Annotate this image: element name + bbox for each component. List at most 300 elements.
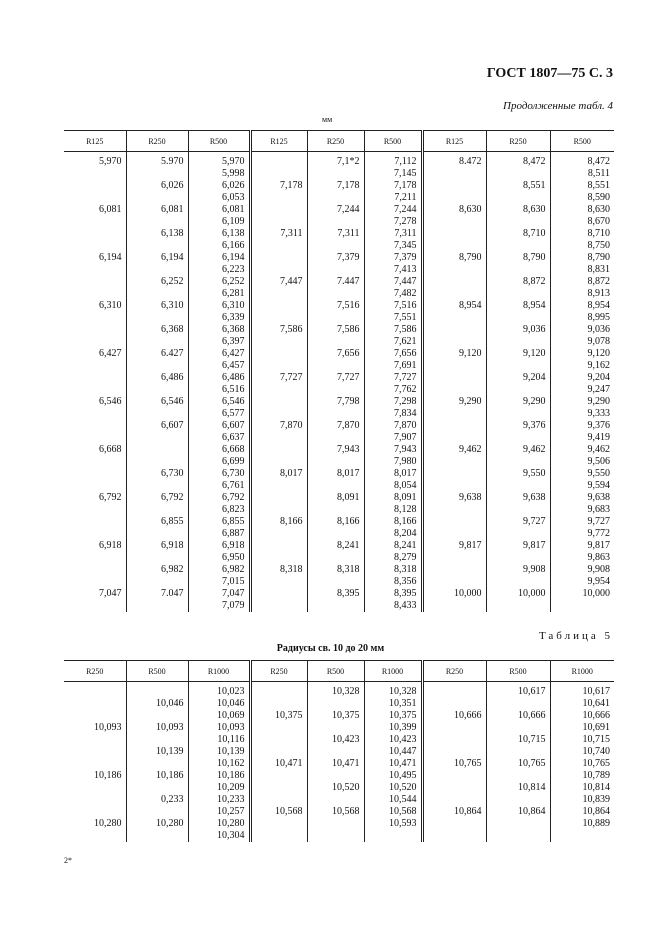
- table4-continuation-label: Продолженные табл. 4: [503, 100, 613, 112]
- table-cell: 6,281: [188, 288, 250, 300]
- table-row: [64, 312, 614, 324]
- table-cell: 10,162: [188, 758, 250, 770]
- table-cell: [422, 504, 486, 516]
- table-cell: [422, 830, 486, 842]
- table-cell: [126, 456, 188, 468]
- table-row: [64, 360, 614, 372]
- table-cell: 6,081: [188, 204, 250, 216]
- table-cell: 8,954: [422, 300, 486, 312]
- table-cell: [126, 432, 188, 444]
- table-cell: [307, 830, 364, 842]
- table-cell: 6,982: [188, 564, 250, 576]
- table-cell: [486, 360, 550, 372]
- table-cell: 8,954: [550, 300, 614, 312]
- table-cell: 9,594: [550, 480, 614, 492]
- table-cell: [422, 682, 486, 699]
- table-cell: [64, 168, 126, 180]
- table-cell: 9,727: [486, 516, 550, 528]
- table-row: [64, 830, 614, 842]
- table-cell: [307, 192, 364, 204]
- table-cell: [422, 312, 486, 324]
- table-cell: [250, 432, 307, 444]
- table-row: [64, 288, 614, 300]
- table-cell: [64, 576, 126, 588]
- table-cell: [486, 384, 550, 396]
- table-cell: 10,568: [307, 806, 364, 818]
- table-cell: 9,120: [486, 348, 550, 360]
- table-cell: 10,209: [188, 782, 250, 794]
- table-cell: 6,887: [188, 528, 250, 540]
- table5: [64, 660, 614, 842]
- table-row: [64, 734, 614, 746]
- table-cell: 10,520: [364, 782, 422, 794]
- table-cell: 9,290: [486, 396, 550, 408]
- table-cell: 10,116: [188, 734, 250, 746]
- table-cell: 10,375: [307, 710, 364, 722]
- table-cell: 6,194: [126, 252, 188, 264]
- table-cell: 10,447: [364, 746, 422, 758]
- table-cell: 6,194: [188, 252, 250, 264]
- table-cell: 10,666: [486, 710, 550, 722]
- table-cell: 8,241: [307, 540, 364, 552]
- table-cell: [422, 782, 486, 794]
- table-cell: 10,375: [250, 710, 307, 722]
- table-cell: 10,691: [550, 722, 614, 734]
- table-cell: 6,855: [188, 516, 250, 528]
- table-cell: 10,399: [364, 722, 422, 734]
- table-cell: 9,462: [486, 444, 550, 456]
- table-cell: [486, 312, 550, 324]
- table-cell: 9,376: [550, 420, 614, 432]
- table-cell: 10,139: [126, 746, 188, 758]
- table-row: [64, 408, 614, 420]
- table-cell: 6,546: [188, 396, 250, 408]
- table-cell: [486, 504, 550, 516]
- table-cell: 0,233: [126, 794, 188, 806]
- table-cell: 10,186: [94, 770, 122, 781]
- table-cell: [126, 734, 188, 746]
- table-cell: 7,516: [364, 300, 422, 312]
- table-cell: [486, 240, 550, 252]
- table-cell: 9,550: [550, 468, 614, 480]
- table-row: [64, 588, 614, 600]
- table-cell: 10,864: [422, 806, 486, 818]
- table-cell: [126, 168, 188, 180]
- table-cell: 7,345: [364, 240, 422, 252]
- table-cell: 8,472: [550, 152, 614, 169]
- table-cell: [307, 746, 364, 758]
- table-cell: [250, 360, 307, 372]
- table-cell: 9,036: [486, 324, 550, 336]
- table-row: [64, 456, 614, 468]
- table-row: [64, 682, 614, 699]
- table-cell: [486, 552, 550, 564]
- table-cell: [422, 240, 486, 252]
- table-cell: 10,617: [550, 682, 614, 699]
- table-cell: [64, 746, 126, 758]
- table-cell: 8,630: [486, 204, 550, 216]
- table-cell: 9,908: [550, 564, 614, 576]
- table-cell: [307, 456, 364, 468]
- table-cell: 8,750: [550, 240, 614, 252]
- table-cell: [64, 734, 126, 746]
- table-cell: [250, 588, 307, 600]
- table-cell: 7,298: [364, 396, 422, 408]
- table-cell: [307, 576, 364, 588]
- table-cell: 7,379: [307, 252, 364, 264]
- table-cell: 6,138: [188, 228, 250, 240]
- table-cell: 10,233: [188, 794, 250, 806]
- table-cell: 8,913: [550, 288, 614, 300]
- table-cell: 6,918: [99, 540, 122, 551]
- table-cell: 9,954: [550, 576, 614, 588]
- table-cell: [250, 746, 307, 758]
- table-cell: [422, 576, 486, 588]
- column-header: R1000: [364, 661, 422, 682]
- table-cell: [126, 444, 188, 456]
- table-cell: [422, 420, 486, 432]
- table-cell: [422, 746, 486, 758]
- table-cell: [250, 300, 307, 312]
- table-cell: [486, 456, 550, 468]
- table-cell: [422, 770, 486, 782]
- table-row: [64, 480, 614, 492]
- table-cell: [307, 408, 364, 420]
- table-row: [64, 228, 614, 240]
- table-cell: [64, 480, 126, 492]
- table-cell: 5,970: [188, 152, 250, 169]
- table-cell: 6.427: [126, 348, 188, 360]
- table-cell: 10,423: [364, 734, 422, 746]
- table4-unit-label: мм: [322, 115, 333, 124]
- table-row: [64, 384, 614, 396]
- column-header: R1000: [550, 661, 614, 682]
- table-cell: 10,641: [550, 698, 614, 710]
- table-cell: [422, 818, 486, 830]
- table-cell: [422, 168, 486, 180]
- table-cell: [250, 528, 307, 540]
- table-cell: 6,546: [126, 396, 188, 408]
- table-cell: 7,211: [364, 192, 422, 204]
- table-cell: 10,046: [188, 698, 250, 710]
- table-cell: [486, 746, 550, 758]
- table-cell: [422, 372, 486, 384]
- table-cell: [250, 492, 307, 504]
- table-row: [64, 252, 614, 264]
- table-cell: 8,551: [550, 180, 614, 192]
- table-cell: [64, 276, 126, 288]
- column-header: R500: [364, 131, 422, 152]
- table-cell: 6,546: [99, 396, 122, 407]
- table-cell: [486, 480, 550, 492]
- table-row: [64, 564, 614, 576]
- table-cell: 10,139: [188, 746, 250, 758]
- table-cell: 5.970: [126, 152, 188, 169]
- table-cell: [422, 180, 486, 192]
- table-cell: 10,093: [188, 722, 250, 734]
- table-row: [64, 540, 614, 552]
- table-cell: [126, 830, 188, 842]
- table-cell: [250, 312, 307, 324]
- table-cell: [250, 288, 307, 300]
- table-cell: [307, 480, 364, 492]
- table-cell: 8,356: [364, 576, 422, 588]
- column-header: R250: [307, 131, 364, 152]
- table-row: [64, 348, 614, 360]
- table-cell: 6,823: [188, 504, 250, 516]
- table-cell: [550, 600, 614, 612]
- table-cell: [126, 360, 188, 372]
- table-row: [64, 240, 614, 252]
- table-cell: 10,328: [364, 682, 422, 699]
- table-cell: 10,740: [550, 746, 614, 758]
- table-cell: [126, 312, 188, 324]
- table-cell: [250, 830, 307, 842]
- table-cell: [250, 782, 307, 794]
- table-cell: 9,290: [422, 396, 486, 408]
- table-cell: 10,280: [94, 818, 122, 829]
- table-cell: 6,252: [188, 276, 250, 288]
- table-cell: 8,710: [550, 228, 614, 240]
- table-cell: [250, 396, 307, 408]
- table-cell: [307, 600, 364, 612]
- table-cell: [126, 806, 188, 818]
- table-cell: [486, 216, 550, 228]
- table-cell: [486, 192, 550, 204]
- column-header: R250: [126, 131, 188, 152]
- table-cell: 9,204: [486, 372, 550, 384]
- table-cell: [307, 240, 364, 252]
- table-cell: 8,166: [250, 516, 307, 528]
- table-cell: [250, 818, 307, 830]
- table-cell: [250, 734, 307, 746]
- table-cell: 6,194: [99, 252, 122, 263]
- column-header: R500: [126, 661, 188, 682]
- table-cell: 7,516: [307, 300, 364, 312]
- table-cell: [64, 408, 126, 420]
- table-row: [64, 444, 614, 456]
- table-cell: [250, 682, 307, 699]
- table-cell: 8,241: [364, 540, 422, 552]
- table-cell: [486, 794, 550, 806]
- table-row: [64, 818, 614, 830]
- table-cell: 6,310: [188, 300, 250, 312]
- table-cell: 8,017: [250, 468, 307, 480]
- table-cell: 10,257: [188, 806, 250, 818]
- table-cell: 7,311: [364, 228, 422, 240]
- table-cell: 10,617: [486, 682, 550, 699]
- table-cell: [422, 722, 486, 734]
- table-cell: [250, 722, 307, 734]
- table-cell: 6,368: [126, 324, 188, 336]
- table-cell: 10,520: [307, 782, 364, 794]
- table-cell: 10,186: [188, 770, 250, 782]
- table-cell: 10,666: [422, 710, 486, 722]
- table-cell: 10,093: [94, 722, 122, 733]
- table-cell: 9,247: [550, 384, 614, 396]
- table-row: [64, 264, 614, 276]
- table-cell: 9,638: [486, 492, 550, 504]
- table-cell: [64, 528, 126, 540]
- table-cell: [307, 216, 364, 228]
- table-cell: 6,109: [188, 216, 250, 228]
- table-row: [64, 168, 614, 180]
- table-row: [64, 468, 614, 480]
- table-cell: 6,223: [188, 264, 250, 276]
- table-cell: 7,943: [364, 444, 422, 456]
- table4: [64, 130, 614, 612]
- table-cell: 6,026: [188, 180, 250, 192]
- table-cell: 10,666: [550, 710, 614, 722]
- table-cell: [422, 528, 486, 540]
- table-cell: 10,471: [250, 758, 307, 770]
- table-cell: [422, 192, 486, 204]
- table-cell: 9,462: [422, 444, 486, 456]
- table-cell: 6,310: [99, 300, 122, 311]
- table-cell: [307, 528, 364, 540]
- table-cell: 8,630: [550, 204, 614, 216]
- table5-title: Радиусы св. 10 до 20 мм: [276, 643, 385, 654]
- table-row: [64, 576, 614, 588]
- table-cell: [250, 576, 307, 588]
- column-header: R125: [422, 131, 486, 152]
- table-cell: [126, 264, 188, 276]
- table-cell: [250, 216, 307, 228]
- table-cell: [486, 264, 550, 276]
- table-cell: [250, 192, 307, 204]
- table-cell: [486, 770, 550, 782]
- table-cell: [126, 384, 188, 396]
- table-cell: 6,792: [126, 492, 188, 504]
- table-cell: [422, 276, 486, 288]
- table-cell: [422, 516, 486, 528]
- table-cell: 9,120: [550, 348, 614, 360]
- table-row: [64, 504, 614, 516]
- table-cell: [307, 264, 364, 276]
- table-cell: 10,471: [307, 758, 364, 770]
- table-cell: 6,166: [188, 240, 250, 252]
- table-cell: [64, 372, 126, 384]
- table-cell: 10,351: [364, 698, 422, 710]
- table-cell: 10,280: [188, 818, 250, 830]
- table-cell: 8,128: [364, 504, 422, 516]
- table-row: [64, 516, 614, 528]
- table-cell: 7,586: [364, 324, 422, 336]
- table-cell: 6,339: [188, 312, 250, 324]
- table-cell: [486, 576, 550, 588]
- table-cell: [250, 698, 307, 710]
- table-cell: [422, 264, 486, 276]
- table-cell: 8,995: [550, 312, 614, 324]
- table-cell: 10,069: [188, 710, 250, 722]
- table-cell: 8,954: [486, 300, 550, 312]
- table-row: [64, 758, 614, 770]
- table-cell: [307, 360, 364, 372]
- table-cell: 6,053: [188, 192, 250, 204]
- table-cell: 9,204: [550, 372, 614, 384]
- table-cell: [64, 264, 126, 276]
- table-cell: 8,204: [364, 528, 422, 540]
- table-cell: 6,730: [126, 468, 188, 480]
- table-cell: [422, 432, 486, 444]
- table-cell: 7,980: [364, 456, 422, 468]
- table-cell: 7,870: [307, 420, 364, 432]
- table-cell: [250, 552, 307, 564]
- table-cell: [64, 420, 126, 432]
- table-cell: [64, 384, 126, 396]
- table-cell: 7,311: [307, 228, 364, 240]
- table-cell: 7.447: [307, 276, 364, 288]
- table-cell: [486, 818, 550, 830]
- table-cell: 8,318: [250, 564, 307, 576]
- table-cell: [64, 288, 126, 300]
- table-cell: 10,280: [126, 818, 188, 830]
- table-cell: 8,433: [364, 600, 422, 612]
- table-row: [64, 372, 614, 384]
- table-cell: [422, 324, 486, 336]
- table-cell: [64, 192, 126, 204]
- table-cell: [486, 722, 550, 734]
- table-cell: [307, 818, 364, 830]
- table-cell: 6,668: [99, 444, 122, 455]
- table-cell: 6,577: [188, 408, 250, 420]
- table-cell: [64, 180, 126, 192]
- table-cell: 6,982: [126, 564, 188, 576]
- table-cell: 6,607: [126, 420, 188, 432]
- table-cell: [307, 336, 364, 348]
- table-cell: 8,017: [307, 468, 364, 480]
- table-cell: [250, 770, 307, 782]
- column-header: R250: [422, 661, 486, 682]
- column-header: R500: [486, 661, 550, 682]
- table-cell: [64, 710, 126, 722]
- table-cell: 10,765: [550, 758, 614, 770]
- table-cell: [126, 552, 188, 564]
- table-cell: 10,889: [550, 818, 614, 830]
- table-row: [64, 324, 614, 336]
- table-cell: [250, 456, 307, 468]
- table-cell: [126, 682, 188, 699]
- table-cell: 7,145: [364, 168, 422, 180]
- table-cell: [307, 794, 364, 806]
- table-cell: [422, 564, 486, 576]
- table-cell: 8,091: [307, 492, 364, 504]
- table-cell: 8,790: [486, 252, 550, 264]
- table-cell: [64, 698, 126, 710]
- table-cell: 5,970: [99, 156, 122, 167]
- table-cell: 7,762: [364, 384, 422, 396]
- table-cell: 8,790: [550, 252, 614, 264]
- table-cell: 9,162: [550, 360, 614, 372]
- table-cell: [307, 722, 364, 734]
- column-header: R250: [486, 131, 550, 152]
- table-cell: 8,872: [486, 276, 550, 288]
- table-cell: [126, 710, 188, 722]
- table-cell: [250, 264, 307, 276]
- table-cell: 9,333: [550, 408, 614, 420]
- table-cell: 8,790: [422, 252, 486, 264]
- table-cell: 10,423: [307, 734, 364, 746]
- table-cell: [126, 758, 188, 770]
- table-row: [64, 770, 614, 782]
- table-cell: [126, 240, 188, 252]
- table-cell: 6,252: [126, 276, 188, 288]
- table-cell: [64, 682, 126, 699]
- table-cell: 6,368: [188, 324, 250, 336]
- table-cell: 7,621: [364, 336, 422, 348]
- table-cell: 10,568: [364, 806, 422, 818]
- table-cell: 7,112: [364, 152, 422, 169]
